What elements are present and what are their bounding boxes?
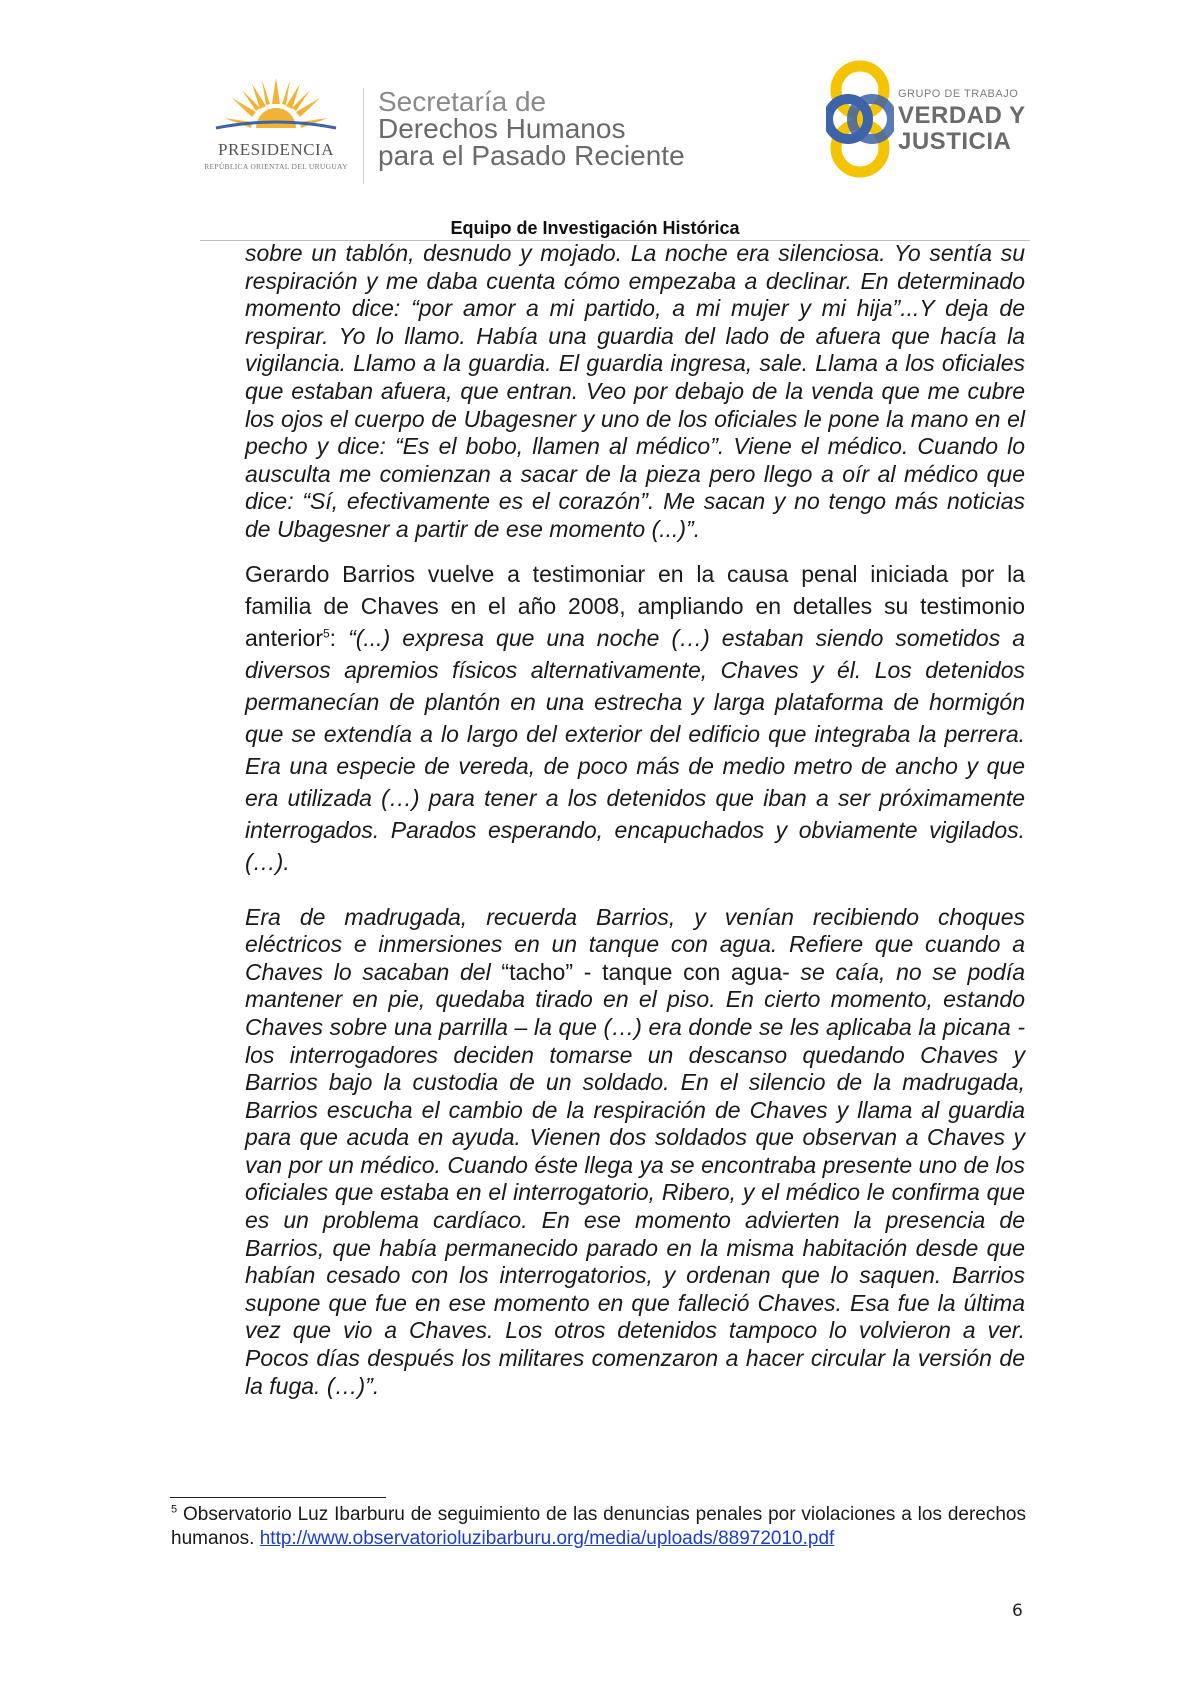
grupo-line2: VERDAD Y [898,102,1026,129]
paragraph-2-colon: : [329,624,349,651]
page-subtitle: Equipo de Investigación Histórica [450,218,740,238]
secretaria-logo [378,88,685,169]
quote-3-part-b: se caía, no se podía mantener en pie, quedaba tirado en el piso. En cierto momento, estando Chaves sobre una parrilla – la que (…) era donde se les aplicaba la picana - los interrogadores deciden tomarse un descanso quedando Chaves y Barrios bajo la custodia de un soldado. En el silencio de la madrugada, Barrios escucha el cambio de la respiración de Chaves y llama al guardia para que acuda en ayuda. Vienen dos soldados que observan a Chaves y van por un médico. Cuando éste llega ya se encontraba presente uno de los oficiales que estaba en el interrogatorio, Ribero, y el médico le confirma que es un problema cardíaco. En ese momento advierten la presencia de Barrios, que había permanecido parado en la misma habitación desde que habían cesado con los interrogatorios, y ordenan que lo saquen. Barrios supone que fue en ese momento en que falleció Chaves. Esa fue la última vez que vio a Chaves. Los otros detenidos tampoco lo volvieron a ver. Pocos días después los militares comenzaron a hacer circular la versión de la fuga. (…)”. [245,958,1025,1399]
sun-icon [196,76,356,146]
footnote-ref[interactable]: 5 [322,625,330,640]
paragraph-2-quote: “(...) expresa que una noche (…) estaban siendo sometidos a diversos apremios físicos alternativamente, Chaves y él. Los detenidos permanecían de plantón en una estrecha y larga plataforma de hormigón que se extendía a lo largo del exterior del edificio que integraba la perrera. Era una especie de vereda, de poco más de medio metro de ancho y que era utilizada (…) para tener a los detenidos que iban a ser próximamente interrogados. Parados esperando, encapuchados y obviamente vigilados. (…). [245,624,1025,875]
grupo-line1: GRUPO DE TRABAJO [898,88,1019,100]
page-header [0,0,1190,240]
footnote-number: 5 [171,1503,178,1516]
footnote-rule [170,1497,386,1498]
footnote-link[interactable]: http://www.observatorioluzibarburu.org/media/uploads/88972010.pdf [259,1528,835,1549]
quote-paragraph-3 [245,904,1025,1401]
page-body [245,240,1025,1400]
header-divider [363,88,364,184]
presidencia-name: PRESIDENCIA [217,140,334,159]
presidencia-logo [196,76,356,186]
page-number: 6 [1012,1601,1023,1621]
grupo-line3: JUSTICIA [898,128,1012,155]
presidencia-subtitle: REPÚBLICA ORIENTAL DEL URUGUAY [204,162,348,171]
grupo-trabajo-logo [826,58,1036,182]
paragraph-2 [245,558,1025,878]
secretaria-line2: Derechos Humanos [378,113,626,144]
secretaria-line3: para el Pasado Reciente [378,140,685,171]
paragraph-2-lead: Gerardo Barrios vuelve a testimoniar en la causa penal iniciada por la familia de Chaves en el año 2008, ampliando en detalles su testimonio anterior [245,560,1025,651]
quote-paragraph-1: sobre un tablón, desnudo y mojado. La noche era silenciosa. Yo sentía su respiración y me daba cuenta cómo empezaba a declinar. En determinado momento dice: “por amor a mi partido, a mi mujer y mi hija”...Y deja de respirar. Yo lo llamo. Había una guardia del lado de afuera que hacía la vigilancia. Llamo a la guardia. El guardia ingresa, sale. Llama a los oficiales que estaban afuera, que entran. Veo por debajo de la venda que me cubre los ojos el cuerpo de Ubagesner y uno de los oficiales le pone la mano en el pecho y dice: “Es el bobo, llamen al médico”. Viene el médico. Cuando lo ausculta me comienzan a sacar de la pieza pero llego a oír al médico que dice: “Sí, efectivamente es el corazón”. Me sacan y no tengo más noticias de Ubagesner a partir de ese momento (...)”. [245,240,1025,542]
quote-3-part-a: Era de madrugada, recuerda Barrios, y venían recibiendo choques eléctricos e inmersiones en un tanque con agua. Refiere que cuando a Chaves lo sacaban del [245,903,1025,985]
rings-icon [826,58,894,182]
secretaria-line1: Secretaría de [378,86,547,117]
footnote [171,1503,1026,1551]
quote-3-tacho: “tacho” - tanque con agua- [501,958,790,985]
footnote-text: Observatorio Luz Ibarburu de seguimiento de las denuncias penales por violaciones a los derechos humanos. [171,1504,1026,1549]
